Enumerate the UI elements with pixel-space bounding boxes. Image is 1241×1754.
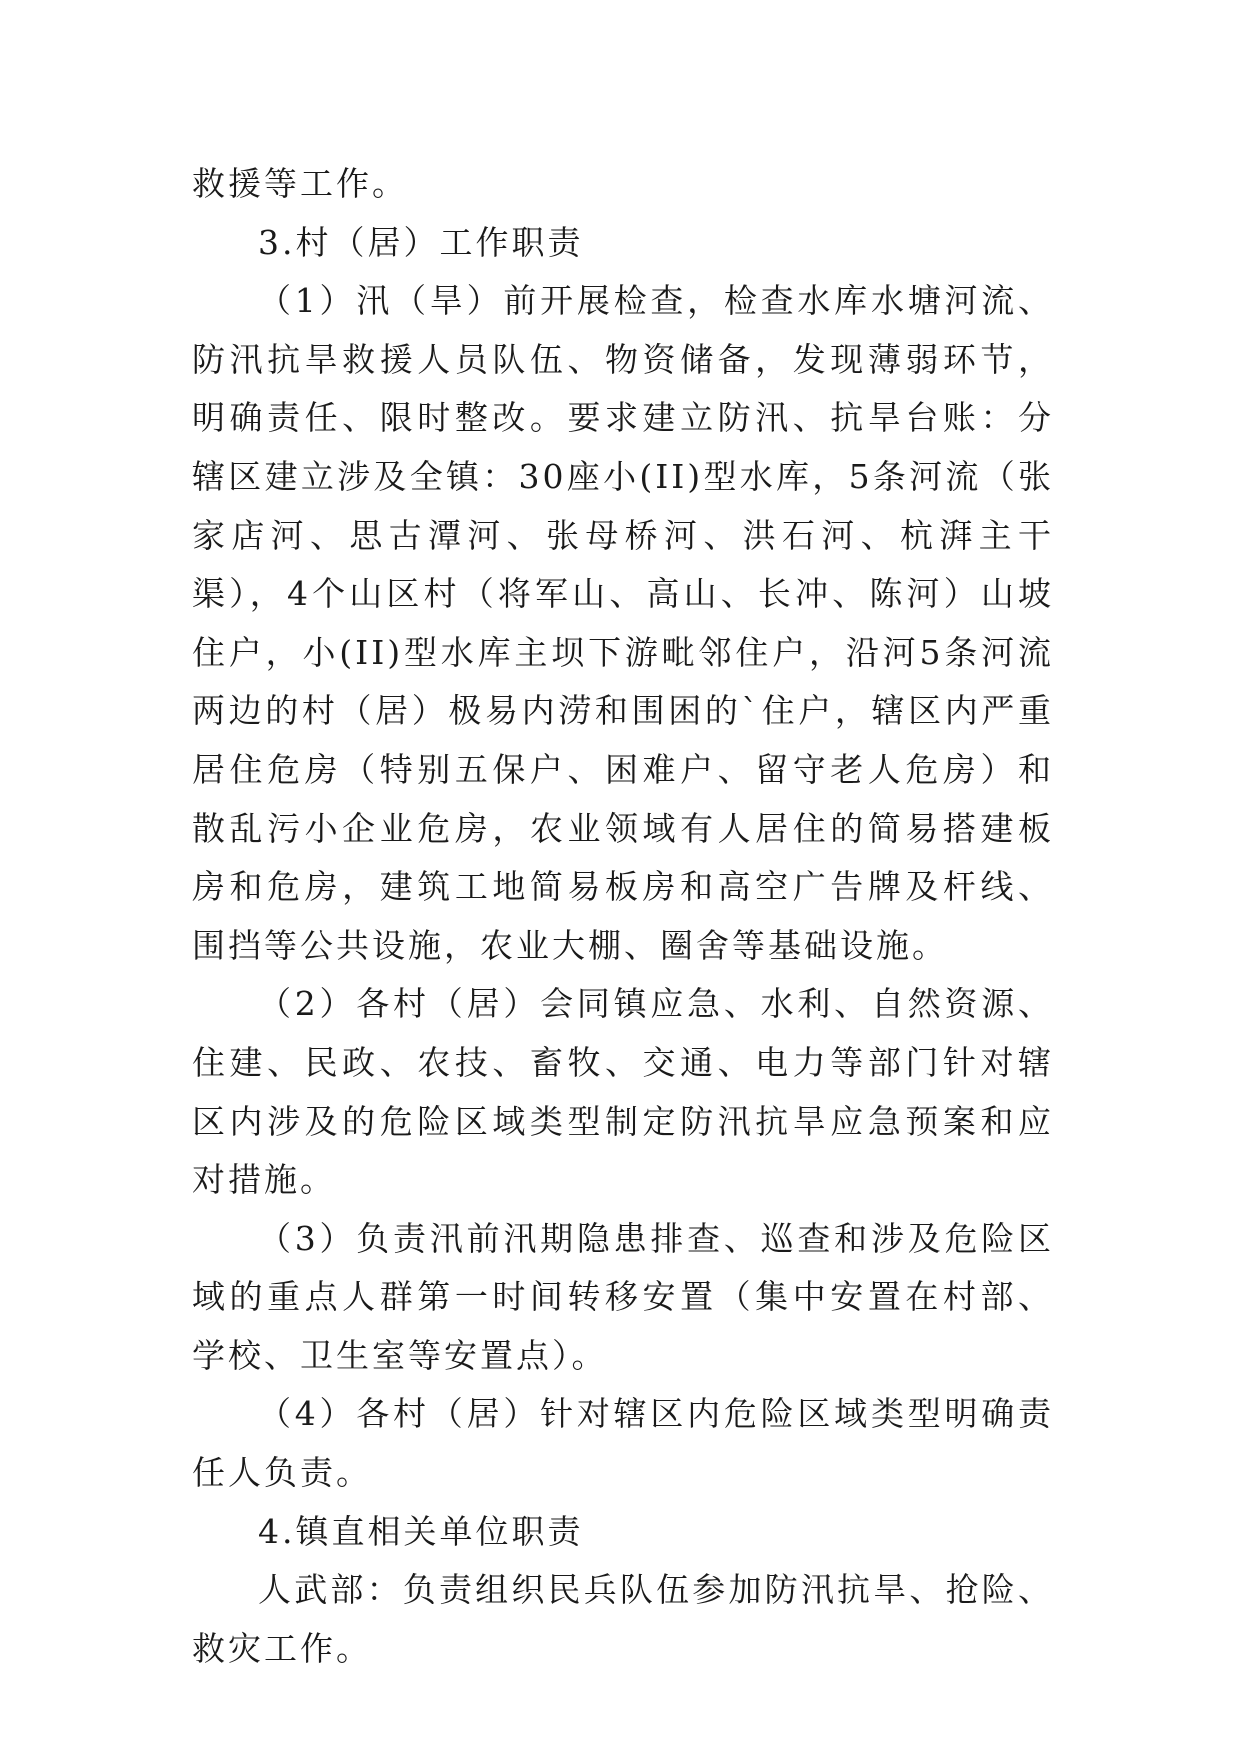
document-body xyxy=(192,155,1054,1678)
paragraph-item-2: （2）各村（居）会同镇应急、水利、自然资源、住建、民政、农技、畜牧、交通、电力等部门针对辖区内涉及的危险区域类型制定防汛抗旱应急预案和应对措施。 xyxy=(192,984,1054,1200)
paragraph-continuation: 救援等工作。 xyxy=(192,164,408,203)
paragraph-item-3: （3）负责汛前汛期隐患排查、巡查和涉及危险区域的重点人群第一时间转移安置（集中安置在村部、学校、卫生室等安置点）。 xyxy=(192,1218,1054,1375)
paragraph-item-4: （4）各村（居）针对辖区内危险区域类型明确责任人负责。 xyxy=(192,1394,1054,1493)
heading-town-units-duties: 4.镇直相关单位职责 xyxy=(258,1511,584,1551)
heading-village-duties: 3.村（居）工作职责 xyxy=(258,222,584,262)
paragraph-armed-forces: 人武部：负责组织民兵队伍参加防汛抗旱、抢险、救灾工作。 xyxy=(192,1570,1054,1668)
paragraph-item-1: （1）汛（旱）前开展检查，检查水库水塘河流、防汛抗旱救援人员队伍、物资储备，发现薄弱环节，明确责任、限时整改。要求建立防汛、抗旱台账：分辖区建立涉及全镇：30座小(II)型水库，5条河流（张家店河、思古潭河、张母桥河、洪石河、杭湃主干渠），4个山区村（将军山、高山、长冲、陈河）山坡住户，小(II)型水库主坝下游毗邻住户，沿河5条河流两边的村（居）极易内涝和围困的`住户，辖区内严重居住危房（特别五保户、困难户、留守老人危房）和散乱污小企业危房，农业领域有人居住的简易搭建板房和危房，建筑工地简易板房和高空广告牌及杆线、围挡等公共设施，农业大棚、圈舍等基础设施。 xyxy=(192,281,1054,965)
